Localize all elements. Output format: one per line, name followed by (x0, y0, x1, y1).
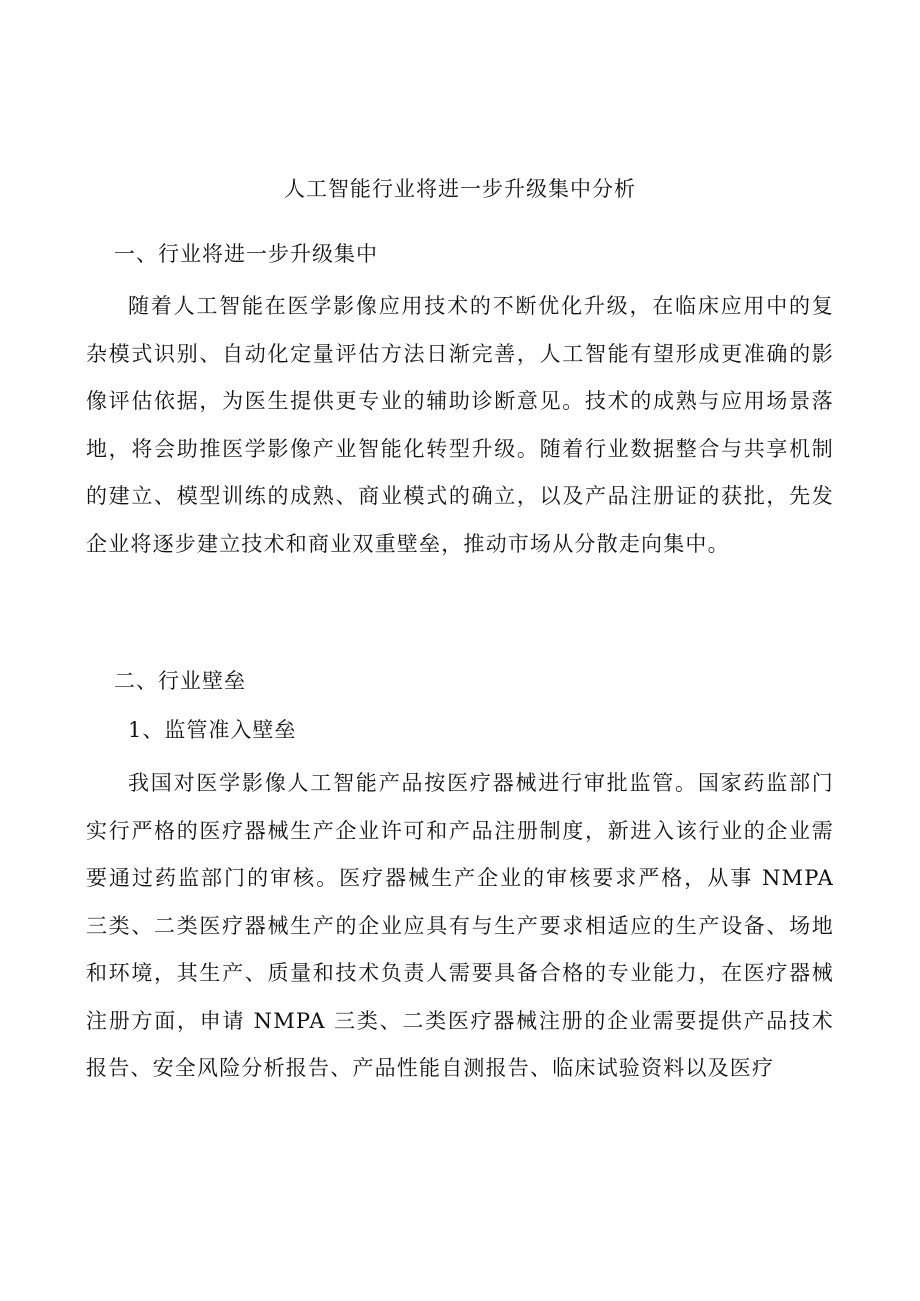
subsection-heading-1: 1、监管准入壁垒 (128, 718, 297, 742)
subsection-1-paragraph: 我国对医学影像人工智能产品按医疗器械进行审批监管。国家药监部门实行严格的医疗器械生产企业许可和产品注册制度，新进入该行业的企业需要通过药监部门的审核。医疗器械生产企业的审核要求严格，从事 NMPA 三类、二类医疗器械生产的企业应具有与生产要求相适应的生产设备、场地和环境，其生产、质量和技术负责人需要具备合格的专业能力，在医疗器械注册方面，申请 NMPA 三类、二类医疗器械注册的企业需要提供产品技术报告、安全风险分析报告、产品性能自测报告、临床试验资料以及医疗 (86, 771, 834, 1080)
section-heading-1: 一、行业将进一步升级集中 (114, 242, 378, 266)
section-heading-2: 二、行业壁垒 (114, 669, 246, 693)
document-title: 人工智能行业将进一步升级集中分析 (284, 177, 636, 201)
section-1-paragraph: 随着人工智能在医学影像应用技术的不断优化升级，在临床应用中的复杂模式识别、自动化定量评估方法日渐完善，人工智能有望形成更准确的影像评估依据，为医生提供更专业的辅助诊断意见。技术的成熟与应用场景落地，将会助推医学影像产业智能化转型升级。随着行业数据整合与共享机制的建立、模型训练的成熟、商业模式的确立，以及产品注册证的获批，先发企业将逐步建立技术和商业双重壁垒，推动市场从分散走向集中。 (86, 294, 834, 556)
